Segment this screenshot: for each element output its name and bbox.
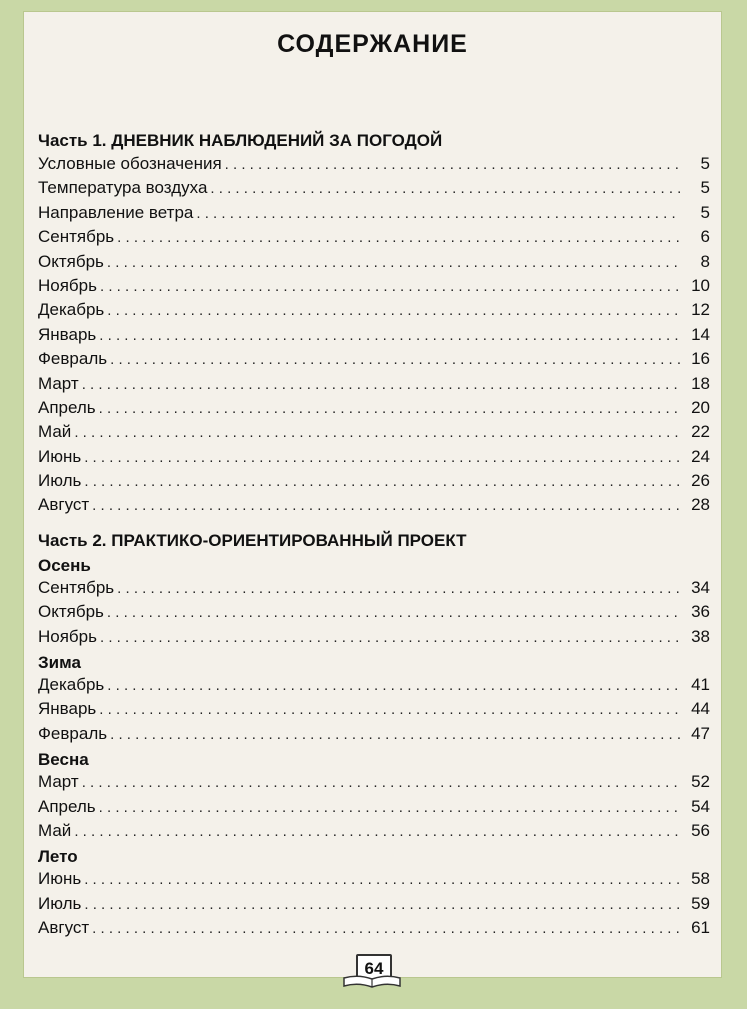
toc-entry-page: 10 (691, 275, 710, 295)
toc-entry (38, 447, 710, 471)
toc-entry-label: Декабрь (38, 300, 105, 320)
toc-leader-dots (99, 799, 680, 816)
toc-entry (38, 203, 710, 227)
toc-entry (38, 349, 710, 373)
toc-entry-label: Март (38, 772, 79, 792)
toc-leader-dots (196, 205, 680, 222)
toc-leader-dots (92, 497, 680, 514)
toc-entry-page: 12 (691, 300, 710, 320)
toc-entry (38, 627, 710, 651)
toc-entry-page: 56 (691, 820, 710, 840)
toc-leader-dots (99, 400, 680, 417)
toc-entry (38, 422, 710, 446)
toc-entry (38, 252, 710, 276)
toc-entry-page: 18 (691, 373, 710, 393)
toc-entry-label: Сентябрь (38, 227, 115, 247)
toc-entry-page: 16 (691, 349, 710, 369)
toc-entry-page: 24 (691, 446, 710, 466)
toc-leader-dots (210, 180, 680, 197)
toc-entry-label: Апрель (38, 397, 96, 417)
toc-entry-label: Июнь (38, 869, 82, 889)
toc-entry-label: Январь (38, 324, 97, 344)
toc-entry (38, 398, 710, 422)
toc-leader-dots (84, 871, 680, 888)
toc-entry-page: 38 (691, 626, 710, 646)
toc-leader-dots (110, 726, 680, 743)
toc-leader-dots (84, 473, 680, 490)
toc-entry-page: 5 (700, 202, 710, 222)
toc-entry-label: Сентябрь (38, 577, 115, 597)
toc-entry (38, 276, 710, 300)
toc-entry-page: 61 (691, 918, 710, 938)
toc-entry-label: Август (38, 495, 90, 515)
toc-leader-dots (99, 327, 680, 344)
toc-entry-label: Ноябрь (38, 275, 97, 295)
toc-entry-label: Февраль (38, 723, 108, 743)
toc-entry-page: 59 (691, 893, 710, 913)
toc-entry-label: Август (38, 918, 90, 938)
toc-leader-dots (84, 896, 680, 913)
toc-leader-dots (74, 424, 680, 441)
toc-entry (38, 471, 710, 495)
toc-entry-label: Май (38, 422, 72, 442)
document-page (24, 12, 721, 977)
season-heading: Весна (38, 750, 89, 770)
toc-entry (38, 178, 710, 202)
toc-leader-dots (107, 677, 680, 694)
part2-heading: Часть 2. ПРАКТИКО-ОРИЕНТИРОВАННЫЙ ПРОЕКТ (38, 530, 467, 550)
part1-heading: Часть 1. ДНЕВНИК НАБЛЮДЕНИЙ ЗА ПОГОДОЙ (38, 131, 443, 150)
toc-leader-dots (117, 229, 680, 246)
part2-list (38, 554, 710, 943)
toc-entry-label: Май (38, 820, 72, 840)
toc-entry-label: Октябрь (38, 602, 104, 622)
toc-entry (38, 869, 710, 893)
toc-entry-label: Температура воздуха (38, 178, 208, 198)
toc-entry-page: 26 (691, 471, 710, 491)
toc-entry-page: 5 (700, 154, 710, 173)
toc-entry (38, 772, 710, 796)
season-heading: Осень (38, 555, 91, 575)
toc-entry-page: 14 (691, 324, 710, 344)
toc-entry-page: 34 (691, 577, 710, 597)
toc-entry-page: 8 (700, 251, 710, 271)
toc-entry-page: 44 (691, 699, 710, 719)
toc-entry-label: Апрель (38, 796, 96, 816)
toc-entry-page: 28 (691, 495, 710, 515)
table-of-contents (38, 126, 710, 943)
toc-entry (38, 724, 710, 748)
toc-entry (38, 918, 710, 942)
toc-leader-dots (84, 449, 680, 466)
page-title: СОДЕРЖАНИЕ (277, 30, 468, 58)
toc-entry-page: 20 (691, 397, 710, 417)
toc-leader-dots (99, 701, 680, 718)
toc-leader-dots (107, 254, 680, 271)
toc-entry-label: Условные обозначения (38, 154, 222, 173)
toc-entry-page: 58 (691, 869, 710, 889)
season-heading: Зима (38, 653, 81, 673)
toc-leader-dots (117, 580, 680, 597)
toc-entry-label: Октябрь (38, 251, 104, 271)
toc-entry-page: 52 (691, 772, 710, 792)
toc-leader-dots (107, 302, 680, 319)
toc-entry-label: Июль (38, 471, 82, 491)
toc-entry-label: Июнь (38, 446, 82, 466)
toc-leader-dots (225, 156, 680, 173)
toc-entry-label: Март (38, 373, 79, 393)
toc-entry (38, 495, 710, 519)
toc-entry-label: Ноябрь (38, 626, 97, 646)
toc-entry (38, 699, 710, 723)
page-number-badge (342, 952, 402, 988)
toc-entry-page: 54 (691, 796, 710, 816)
toc-leader-dots (82, 376, 680, 393)
toc-entry-label: Февраль (38, 349, 108, 369)
toc-entry-label: Январь (38, 699, 97, 719)
toc-leader-dots (74, 823, 680, 840)
season-heading: Лето (38, 847, 78, 867)
toc-leader-dots (107, 604, 680, 621)
toc-entry (38, 154, 710, 178)
toc-entry (38, 821, 710, 845)
toc-entry-page: 6 (700, 227, 710, 247)
toc-entry (38, 797, 710, 821)
toc-entry-page: 36 (691, 602, 710, 622)
toc-entry-page: 41 (691, 675, 710, 695)
toc-leader-dots (82, 774, 680, 791)
open-book-icon (342, 974, 402, 988)
toc-entry (38, 374, 710, 398)
toc-entry-label: Июль (38, 893, 82, 913)
toc-entry-label: Декабрь (38, 675, 105, 695)
toc-leader-dots (92, 920, 680, 937)
toc-leader-dots (100, 278, 680, 295)
toc-entry (38, 227, 710, 251)
toc-entry-page: 22 (691, 422, 710, 442)
toc-entry (38, 325, 710, 349)
toc-entry-page: 5 (700, 178, 710, 198)
toc-leader-dots (110, 351, 680, 368)
toc-entry-page: 47 (691, 723, 710, 743)
toc-entry-label: Направление ветра (38, 202, 194, 222)
toc-entry (38, 578, 710, 602)
toc-entry (38, 602, 710, 626)
toc-entry (38, 675, 710, 699)
page-number: 64 (356, 954, 392, 984)
toc-entry (38, 894, 710, 918)
toc-leader-dots (100, 629, 680, 646)
toc-entry (38, 300, 710, 324)
part1-list (38, 154, 710, 520)
